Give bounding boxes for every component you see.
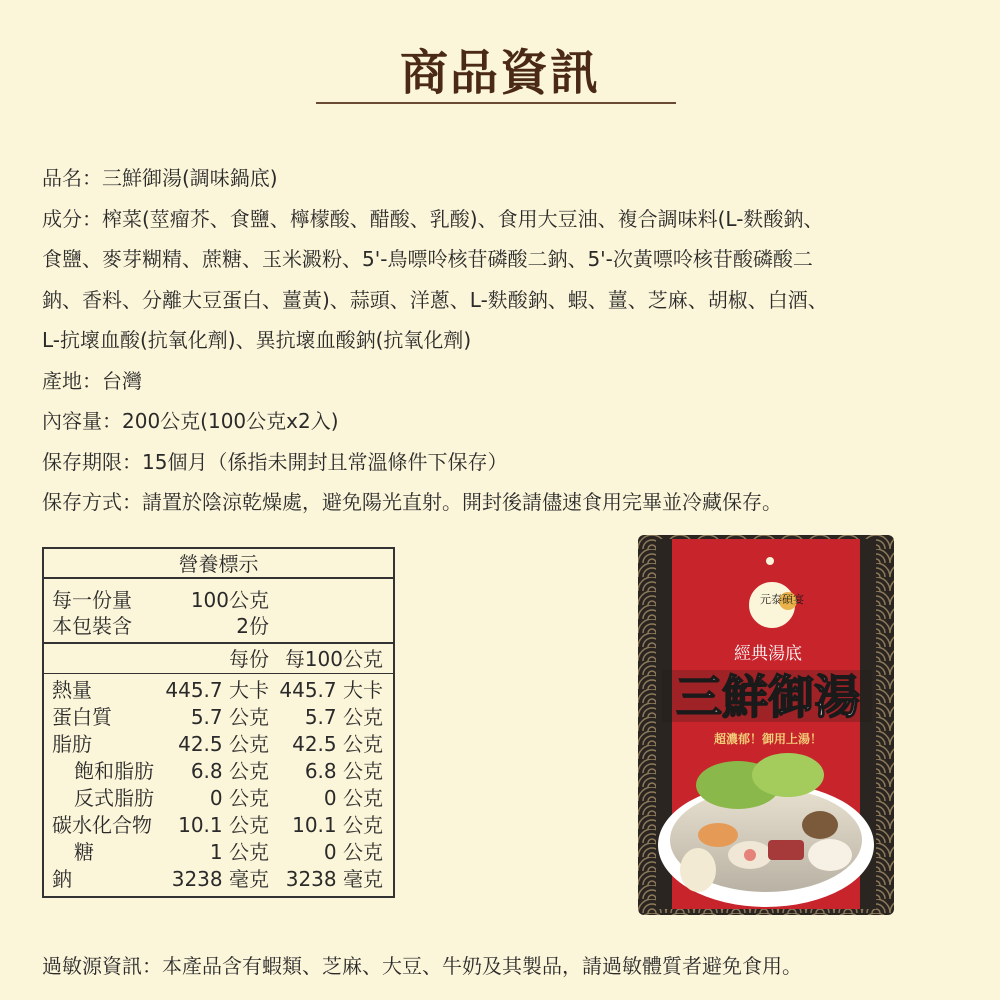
nutrition-row [44,758,393,784]
col-per-100g: 每100公克 [284,647,383,671]
nutrient-per-100g: 42.5 公克 [292,732,383,756]
serving-size-value: 100公克 [190,588,269,612]
nutrient-name: 飽和脂肪 [74,759,154,783]
nutrition-column-header [44,646,393,672]
nutrient-per-100g: 5.7 公克 [304,705,383,729]
package-subtitle: 經典湯底 [734,644,802,664]
nutrition-divider [44,673,393,674]
nutrition-row [44,866,393,892]
info-product-name: 品名：三鮮御湯(調味鍋底) [42,166,278,190]
nutrient-name: 糖 [74,840,94,864]
info-origin: 產地：台灣 [42,368,142,393]
nutrient-name: 鈉 [52,867,72,891]
nutrition-divider [44,642,393,644]
package-tagline: 超濃郁！御用上湯！ [713,732,823,746]
nutrient-per-serving: 10.1 公克 [178,813,269,837]
nutrient-name: 反式脂肪 [74,786,154,810]
nutrient-per-serving: 42.5 公克 [178,732,269,756]
nutrient-per-100g: 0 公克 [323,786,383,810]
info-ingredients-2: 食鹽、麥芽糊精、蔗糖、玉米澱粉、5'-鳥嘌呤核苷磷酸二鈉、5'-次黃嘌呤核苷酸磷酸二 [42,247,813,271]
nutrient-name: 蛋白質 [52,705,112,729]
info-ingredients-1: 成分：榨菜(莖瘤芥、食鹽、檸檬酸、醋酸、乳酸)、食用大豆油、複合調味料(L-麩酸鈉、 [42,206,824,231]
nutrient-per-serving: 445.7 大卡 [165,678,269,702]
nutrient-per-100g: 6.8 公克 [304,759,383,783]
nutrient-per-serving: 1 公克 [209,840,269,864]
allergen-info: 過敏源資訊：本產品含有蝦類、芝麻、大豆、牛奶及其製品，請過敏體質者避免食用。 [42,954,802,978]
nutrient-per-100g: 445.7 大卡 [279,678,383,702]
col-per-serving: 每份 [229,647,269,671]
nutrition-row [44,677,393,703]
nutrient-name: 熱量 [52,678,92,702]
info-ingredients-4: L-抗壞血酸(抗氧化劑)、異抗壞血酸鈉(抗氧化劑) [42,328,472,352]
nutrient-per-serving: 0 公克 [209,786,269,810]
nutrition-row [44,839,393,865]
product-package-image [638,535,894,915]
nutrition-row [44,785,393,811]
nutrient-name: 脂肪 [52,732,92,756]
nutrient-per-100g: 10.1 公克 [292,813,383,837]
nutrient-per-serving: 6.8 公克 [190,759,269,783]
title-underline [316,102,676,104]
info-ingredients-3: 鈉、香料、分離大豆蛋白、薑黃)、蒜頭、洋蔥、L-麩酸鈉、蝦、薑、芝麻、胡椒、白酒、 [42,287,828,312]
nutrition-table [42,547,395,898]
nutrition-header: 營養標示 [44,549,393,579]
servings-per-pack-row [44,613,393,639]
product-info [42,158,962,523]
info-shelf-life: 保存期限：15個月（係指未開封且常溫條件下保存） [42,449,508,474]
nutrient-per-serving: 3238 毫克 [171,867,269,891]
nutrient-name: 碳水化合物 [52,813,152,837]
info-net-content: 內容量：200公克(100公克x2入) [42,409,339,433]
nutrient-per-100g: 0 公克 [323,840,383,864]
page-title: 商品資訊 [399,45,600,101]
nutrient-per-100g: 3238 毫克 [285,867,383,891]
nutrition-row [44,812,393,838]
info-storage: 保存方式：請置於陰涼乾燥處，避免陽光直射。開封後請儘速食用完畢並冷藏保存。 [42,490,782,514]
nutrition-row [44,704,393,730]
nutrition-row [44,731,393,757]
servings-per-pack-label: 本包裝含 [52,614,132,638]
serving-size-label: 每一份量 [52,588,132,612]
serving-size-row [44,587,393,613]
nutrient-per-serving: 5.7 公克 [190,705,269,729]
package-product-name: 三鮮御湯 [676,670,860,724]
brand-text: 元泰碩宴 [760,593,804,606]
servings-per-pack-value: 2份 [236,614,269,638]
